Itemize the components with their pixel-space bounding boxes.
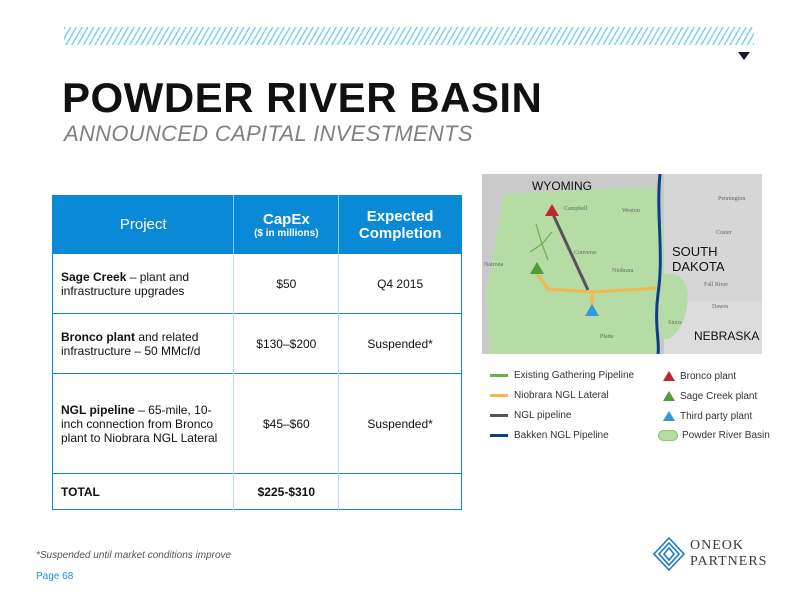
page-number: Page 68 [36, 571, 74, 582]
label-platte: Platte [600, 334, 614, 340]
label-custer: Custer [716, 230, 732, 236]
company-logo [652, 536, 772, 576]
map-svg [482, 174, 762, 354]
legend-label: Third party plant [680, 410, 753, 422]
row-project-desc: – 65-mile, 10-inch connection from Bronco plant to Niobrara NGL Lateral [61, 402, 218, 445]
total-capex-text: $225-$310 [257, 484, 316, 499]
blue-triangle-icon [662, 410, 676, 422]
triangle-marker-icon [738, 52, 750, 60]
row-capex: $130–$200 [234, 314, 339, 374]
legend-item-bronco [662, 370, 736, 382]
header-project: Project [53, 196, 234, 254]
row-project-desc: and related infrastructure – 50 MMcf/d [61, 329, 201, 358]
header-hatch-bar [64, 27, 754, 45]
label-wyoming: WYOMING [532, 179, 592, 193]
total-label [53, 474, 234, 510]
legend-label: Bakken NGL Pipeline [514, 430, 609, 441]
label-nebraska: NEBRASKA [694, 329, 760, 343]
header-capex [234, 196, 339, 254]
legend-item-bakken [490, 430, 609, 441]
legend-label: Existing Gathering Pipeline [514, 370, 635, 381]
total-completion [339, 474, 462, 510]
label-niobrara: Niobrara [612, 268, 634, 274]
row-project [53, 254, 234, 314]
label-weston: Weston [622, 208, 640, 214]
legend-item-gathering [490, 370, 634, 381]
label-fall-river: Fall River [704, 282, 729, 288]
page-subtitle: ANNOUNCED CAPITAL INVESTMENTS [64, 121, 473, 146]
footnote: *Suspended until market conditions improve [36, 550, 232, 561]
label-sioux: Sioux [668, 320, 683, 326]
header-capex-label: CapEx [262, 210, 310, 228]
map-legend [490, 370, 770, 450]
red-triangle-icon [662, 370, 676, 382]
row-project-desc: – plant and infrastructure upgrades [61, 269, 190, 298]
row-project [53, 314, 234, 374]
label-campbell: Campbell [564, 206, 588, 212]
row-capex: $50 [234, 254, 339, 314]
row-project-name: NGL pipeline [61, 402, 135, 417]
gathering-line-icon [490, 374, 508, 377]
legend-label: NGL pipeline [514, 410, 572, 421]
label-dakota: DAKOTA [672, 259, 725, 274]
label-pennington: Pennington [718, 196, 746, 202]
header-capex-unit: ($ in millions) [254, 227, 319, 239]
row-completion: Q4 2015 [339, 254, 462, 314]
green-triangle-icon [662, 390, 676, 402]
logo-diamond-icon [652, 536, 686, 572]
label-converse: Converse [574, 250, 597, 256]
total-label-text: TOTAL [61, 484, 100, 499]
row-completion: Suspended* [339, 314, 462, 374]
niobrara-line-icon [490, 394, 508, 397]
table-row [53, 314, 462, 374]
logo-line1: ONEOK [690, 538, 744, 553]
page-title: POWDER RIVER BASIN [62, 74, 543, 121]
legend-item-ngl [490, 410, 571, 421]
row-project-name: Sage Creek [61, 269, 127, 284]
legend-label: Powder River Basin [682, 430, 770, 441]
table-row [53, 374, 462, 474]
table-header-row [53, 196, 462, 254]
row-completion: Suspended* [339, 374, 462, 474]
legend-item-basin [658, 430, 770, 441]
capex-table [52, 195, 462, 510]
label-natrona: Natrona [484, 262, 504, 268]
legend-label: Bronco plant [680, 370, 737, 382]
basin-swatch-icon [658, 430, 678, 441]
label-dawes: Dawes [712, 304, 729, 310]
basin-map [482, 174, 762, 354]
bakken-line-icon [490, 434, 508, 437]
legend-label: Sage Creek plant [680, 390, 758, 402]
ngl-line-icon [490, 414, 508, 417]
legend-item-niobrara [490, 390, 609, 401]
legend-item-sage [662, 390, 757, 402]
logo-line2: PARTNERS [690, 554, 768, 569]
logo-text [690, 538, 767, 570]
legend-label: Niobrara NGL Lateral [514, 390, 609, 401]
header-completion-line1: Expected [366, 207, 434, 225]
row-project-name: Bronco plant [61, 329, 135, 344]
table-row [53, 254, 462, 314]
row-project [53, 374, 234, 474]
header-completion-line2: Completion [358, 224, 442, 242]
header-completion [339, 196, 462, 254]
label-south: SOUTH [672, 244, 718, 259]
legend-item-third [662, 410, 752, 422]
row-capex: $45–$60 [234, 374, 339, 474]
table-total-row [53, 474, 462, 510]
total-capex [234, 474, 339, 510]
